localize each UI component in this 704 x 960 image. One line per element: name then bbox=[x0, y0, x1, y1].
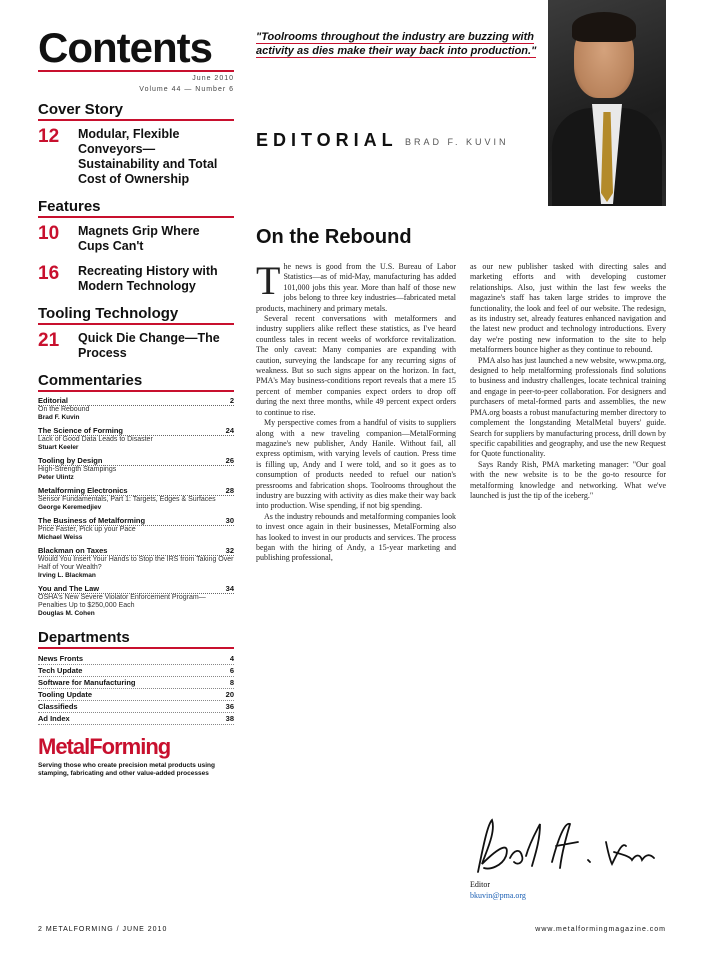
commentary-subtitle: Sensor Fundamentals, Part 1: Targets, Edges & Surfaces bbox=[38, 496, 216, 503]
commentary-column: You and The Law bbox=[38, 584, 100, 593]
commentary-page: 24 bbox=[225, 426, 234, 435]
article-paragraph: Several recent conversations with metalformers and industry suppliers alike reflect these statistics, as I've heard countless tales in recent weeks of workforce revitalization. The only caveat: Many companies are expanding with caution, surveying the landscape for any recurring signs of weakness. But so such signs appear on the horizon. In fact, PMA's May business-conditions report reveals that a mere 15 percent of member companies expect orders to drop off during the next three months, while 49 percent expect orders to continue to rise. bbox=[256, 314, 456, 417]
department-page: 6 bbox=[229, 666, 234, 675]
departments-heading: Departments bbox=[38, 630, 234, 649]
contents-title: Contents bbox=[38, 24, 212, 71]
editorial-byline: BRAD F. KUVIN bbox=[405, 137, 509, 147]
commentary-page: 26 bbox=[225, 456, 234, 465]
department-name: Classifieds bbox=[38, 702, 78, 711]
commentary-item[interactable] bbox=[38, 487, 234, 512]
pull-quote-text: "Toolrooms throughout the industry are buzzing with activity as dies make their way back into production." bbox=[256, 31, 537, 57]
article-headline: On the Rebound bbox=[256, 226, 412, 248]
article-paragraph: As the industry rebounds and metalforming companies look to invest once again in their businesses, MetalForming also has looked to invest in our products and services. The process began with the hiring of Andy, a 15-year marketing and publishing professional, bbox=[256, 511, 456, 563]
department-item[interactable] bbox=[38, 701, 234, 713]
department-name: News Fronts bbox=[38, 654, 84, 663]
department-item[interactable] bbox=[38, 653, 234, 665]
department-page: 20 bbox=[225, 690, 234, 699]
commentary-author: Stuart Keeler bbox=[38, 444, 79, 451]
commentaries-list bbox=[38, 397, 234, 618]
toc-title: Modular, Flexible Conveyors—Sustainability and Total Cost of Ownership bbox=[78, 127, 218, 186]
article-column-2 bbox=[470, 262, 666, 501]
tooling-heading: Tooling Technology bbox=[38, 306, 234, 325]
department-name: Tech Update bbox=[38, 666, 83, 675]
commentary-author: Irving L. Blackman bbox=[38, 572, 96, 579]
commentary-item[interactable] bbox=[38, 547, 234, 580]
contents-column bbox=[38, 24, 234, 778]
department-item[interactable] bbox=[38, 689, 234, 701]
department-name: Ad Index bbox=[38, 714, 70, 723]
commentary-column: The Business of Metalforming bbox=[38, 516, 146, 525]
commentary-page: 2 bbox=[229, 396, 234, 405]
commentary-page: 28 bbox=[225, 486, 234, 495]
issue-volume: Volume 44 — Number 6 bbox=[139, 86, 234, 93]
commentary-item[interactable] bbox=[38, 457, 234, 482]
logo-tagline: Serving those who create precision metal products using stamping, fabricating and other value-added processes bbox=[38, 762, 215, 777]
issue-date: June 2010 bbox=[192, 75, 234, 82]
toc-page: 16 bbox=[38, 263, 60, 284]
article-paragraph bbox=[256, 258, 456, 314]
toc-item[interactable] bbox=[38, 264, 234, 294]
commentary-column: The Science of Forming bbox=[38, 426, 124, 435]
pull-quote bbox=[256, 30, 546, 58]
drop-cap: T bbox=[256, 258, 281, 303]
features-heading: Features bbox=[38, 199, 234, 218]
toc-item[interactable] bbox=[38, 127, 234, 187]
toc-page: 12 bbox=[38, 126, 60, 147]
commentary-author: Peter Ulintz bbox=[38, 474, 74, 481]
commentaries-heading: Commentaries bbox=[38, 373, 234, 392]
commentary-page: 32 bbox=[225, 546, 234, 555]
commentary-item[interactable] bbox=[38, 397, 234, 422]
commentary-item[interactable] bbox=[38, 517, 234, 542]
commentary-item[interactable] bbox=[38, 585, 234, 618]
commentary-subtitle: Would You Insert Your Hands to Stop the IRS from Taking Over Half of Your Wealth? bbox=[38, 556, 234, 571]
toc-title: Magnets Grip Where Cups Can't bbox=[78, 224, 200, 253]
commentary-subtitle: OSHA's New Severe Violator Enforcement Program—Penalties Up to $250,000 Each bbox=[38, 594, 206, 609]
toc-page: 21 bbox=[38, 330, 60, 351]
department-name: Software for Manufacturing bbox=[38, 678, 136, 687]
metalforming-logo: MetalForming bbox=[38, 734, 171, 759]
department-item[interactable] bbox=[38, 677, 234, 689]
department-item[interactable] bbox=[38, 665, 234, 677]
commentary-subtitle: On the Rebound bbox=[38, 406, 90, 413]
commentary-page: 34 bbox=[225, 584, 234, 593]
commentary-author: Michael Weiss bbox=[38, 534, 83, 541]
commentary-subtitle: Lack of Good Data Leads to Disaster bbox=[38, 436, 153, 443]
commentary-subtitle: Price Faster, Pick up your Pace bbox=[38, 526, 136, 533]
toc-title: Quick Die Change—The Process bbox=[78, 331, 220, 360]
article-paragraph: PMA also has just launched a new website, www.pma.org, designed to help metalforming professionals find solutions to business and industry challenges, locate technical training and engage in peer-to-peer collaboration. For designers and purchasers of metal-formed parts and assemblies, the new PMA.org boasts a robust manufacturing member directory to complement the longstanding MetalMetal buyers' guide. Search for suppliers by manufacturing process, drill down by specific capabilities and geography, and use the new Request for Quote functionality. bbox=[470, 355, 666, 459]
commentary-subtitle: High-Strength Stampings bbox=[38, 466, 117, 473]
toc-item[interactable] bbox=[38, 224, 234, 254]
footer-url[interactable]: www.metalformingmagazine.com bbox=[535, 926, 666, 933]
editorial-label: EDITORIAL bbox=[256, 130, 398, 150]
commentary-page: 30 bbox=[225, 516, 234, 525]
commentary-author: Douglas M. Cohen bbox=[38, 610, 95, 617]
commentary-column: Tooling by Design bbox=[38, 456, 103, 465]
cover-story-heading: Cover Story bbox=[38, 102, 234, 121]
author-photo bbox=[548, 0, 666, 206]
signature-email[interactable]: bkuvin@pma.org bbox=[470, 891, 526, 900]
article-paragraph: My perspective comes from a handful of visits to suppliers along with a new traveling companion—MetalForming magazine's new publisher, Andy Hanile. Without fail, all express optimism, with varying levels of caution. Press time is filling up, Andy and I were told, and so it goes as to consumption of products needed to refuel our nation's pressrooms and fabrication shops. Toolrooms throughout the industry are buzzing with activity as dies make their way back into production. Wise spending, if not big spending. bbox=[256, 418, 456, 511]
article-paragraph: as our new publisher tasked with directing sales and marketing efforts and with developing customer relationships. Also, just within the last few weeks the magazine's staff has taken large strides to improve the functionality, the look and feel of our website. The redesign, as its industry set, already features enhanced navigation and the latest new product and technology introductions. Every day we're posting new information to the site to help metalformers bounce higher as they continue to rebound. bbox=[470, 262, 666, 355]
commentary-column: Editorial bbox=[38, 396, 69, 405]
department-item[interactable] bbox=[38, 713, 234, 725]
signature bbox=[470, 812, 660, 882]
department-page: 38 bbox=[225, 714, 234, 723]
article-column-1 bbox=[256, 258, 456, 564]
department-name: Tooling Update bbox=[38, 690, 93, 699]
article-paragraph: Says Randy Rish, PMA marketing manager: "Our goal with the new website is to be the go-to resource for metalforming knowledge and networking. What we've launched is just the tip of the iceberg." bbox=[470, 459, 666, 500]
photo-hair bbox=[572, 12, 636, 42]
commentary-author: Brad F. Kuvin bbox=[38, 414, 80, 421]
department-page: 8 bbox=[229, 678, 234, 687]
commentary-author: George Keremedjiev bbox=[38, 504, 102, 511]
commentary-item[interactable] bbox=[38, 427, 234, 452]
commentary-column: Metalforming Electronics bbox=[38, 486, 128, 495]
departments-list bbox=[38, 653, 234, 725]
paragraph-text: he news is good from the U.S. Bureau of Labor Statistics—as of mid-May, manufacturing has added 101,000 jobs this year. More than half of those new jobs belong to three key industries—fabricated metal products, machinery and primary metals. bbox=[256, 262, 456, 313]
toc-item[interactable] bbox=[38, 331, 234, 361]
commentary-column: Blackman on Taxes bbox=[38, 546, 108, 555]
signature-title: Editor bbox=[470, 880, 490, 889]
toc-page: 10 bbox=[38, 223, 60, 244]
department-page: 4 bbox=[229, 654, 234, 663]
footer-folio: 2 METALFORMING / JUNE 2010 bbox=[38, 926, 168, 933]
department-page: 36 bbox=[225, 702, 234, 711]
toc-title: Recreating History with Modern Technology bbox=[78, 264, 218, 293]
